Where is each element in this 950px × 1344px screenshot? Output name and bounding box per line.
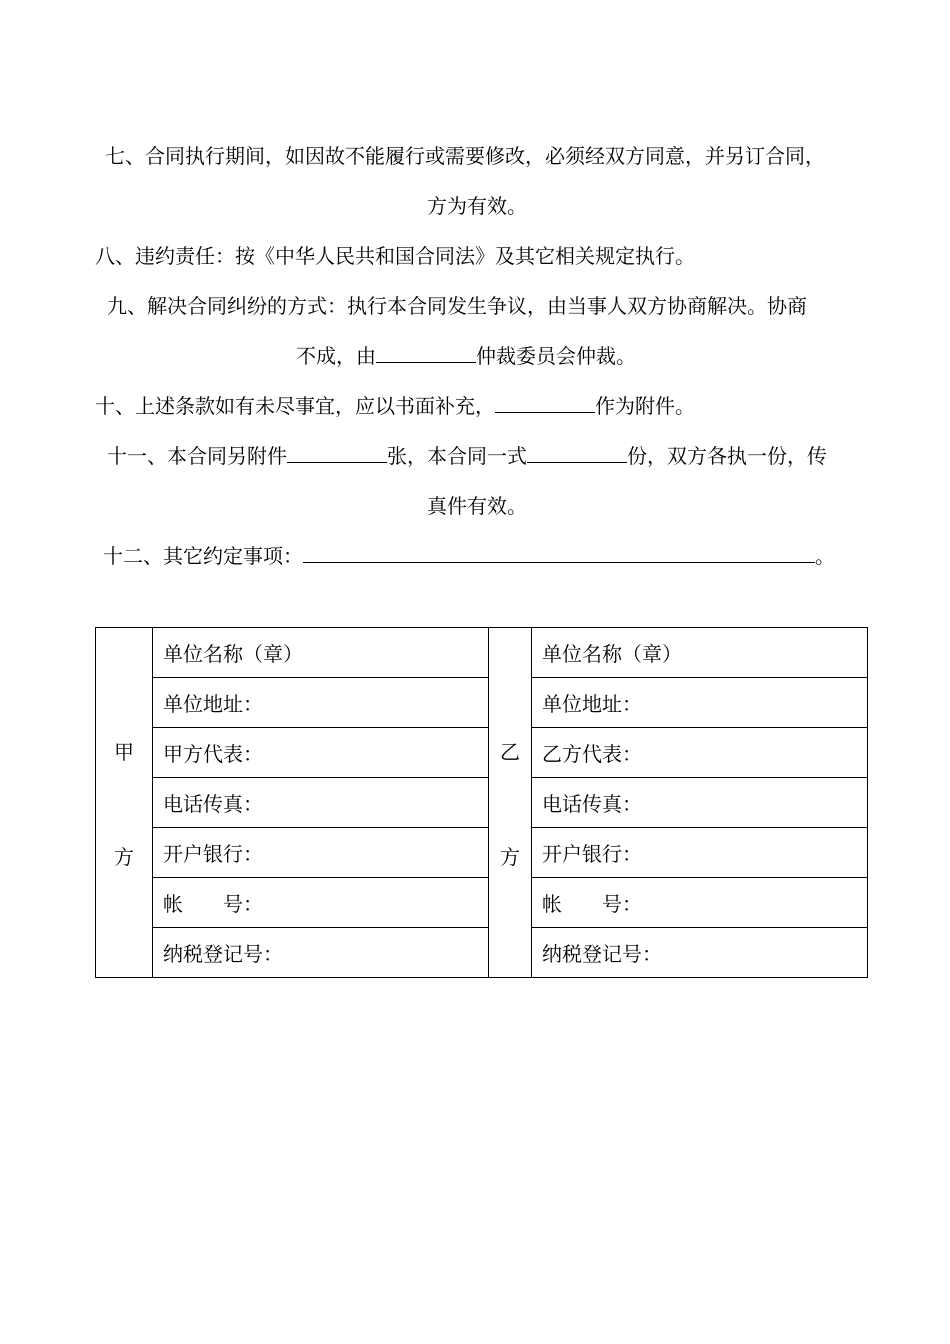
party-a-field[interactable]: 帐 号： <box>153 878 489 928</box>
table-row <box>96 778 868 828</box>
party-a-field[interactable]: 开户银行： <box>153 828 489 878</box>
party-a-field[interactable]: 单位名称（章） <box>153 628 489 678</box>
table-row <box>96 728 868 778</box>
party-b-field[interactable]: 单位地址： <box>532 678 868 728</box>
table-row <box>96 628 868 678</box>
party-a-field[interactable]: 甲方代表： <box>153 728 489 778</box>
party-a-label-bottom: 方 <box>114 844 134 869</box>
party-a-field[interactable]: 电话传真： <box>153 778 489 828</box>
party-a-label-top: 甲 <box>114 739 134 764</box>
clause-9-text-a: 不成，由 <box>296 344 376 368</box>
copies-count-blank[interactable] <box>527 444 627 463</box>
party-b-field[interactable]: 纳税登记号： <box>532 928 868 978</box>
clause-11-text-c: 份，双方各执一份，传 <box>627 444 827 468</box>
clause-7-line-2: 方为有效。 <box>427 194 527 218</box>
attachment-blank[interactable] <box>495 394 595 413</box>
table-row <box>96 928 868 978</box>
clause-10 <box>95 393 695 419</box>
party-a-field[interactable]: 单位地址： <box>153 678 489 728</box>
clause-11-line-1 <box>107 443 827 469</box>
clause-11-line-2: 真件有效。 <box>427 494 527 518</box>
table-row <box>96 878 868 928</box>
clause-9-line-1: 九、解决合同纠纷的方式：执行本合同发生争议，由当事人双方协商解决。协商 <box>107 294 807 318</box>
clause-12-text-a: 十二、其它约定事项： <box>103 544 303 568</box>
party-b-field[interactable]: 乙方代表： <box>532 728 868 778</box>
party-b-field[interactable]: 开户银行： <box>532 828 868 878</box>
clause-12-text-b: 。 <box>815 544 835 568</box>
party-b-field[interactable]: 单位名称（章） <box>532 628 868 678</box>
clause-10-text-a: 十、上述条款如有未尽事宜，应以书面补充， <box>95 394 495 418</box>
party-b-field[interactable]: 帐 号： <box>532 878 868 928</box>
attachment-count-blank[interactable] <box>287 444 387 463</box>
party-a-field[interactable]: 纳税登记号： <box>153 928 489 978</box>
party-a-label <box>96 628 153 978</box>
party-b-field[interactable]: 电话传真： <box>532 778 868 828</box>
party-b-label-bottom: 方 <box>500 844 520 869</box>
clause-9-line-2 <box>296 343 636 369</box>
signature-table <box>95 627 868 978</box>
table-row <box>96 678 868 728</box>
clause-7-line-1: 七、合同执行期间，如因故不能履行或需要修改，必须经双方同意，并另订合同， <box>105 144 825 168</box>
clause-11-text-a: 十一、本合同另附件 <box>107 444 287 468</box>
table-row <box>96 828 868 878</box>
arbitration-blank[interactable] <box>376 344 476 363</box>
clause-11-text-b: 张，本合同一式 <box>387 444 527 468</box>
clause-9-text-b: 仲裁委员会仲裁。 <box>476 344 636 368</box>
other-terms-blank[interactable] <box>303 544 815 563</box>
clause-10-text-b: 作为附件。 <box>595 394 695 418</box>
clause-8: 八、违约责任：按《中华人民共和国合同法》及其它相关规定执行。 <box>95 244 695 268</box>
party-b-label <box>489 628 532 978</box>
clause-12 <box>103 543 835 569</box>
party-b-label-top: 乙 <box>500 739 520 764</box>
